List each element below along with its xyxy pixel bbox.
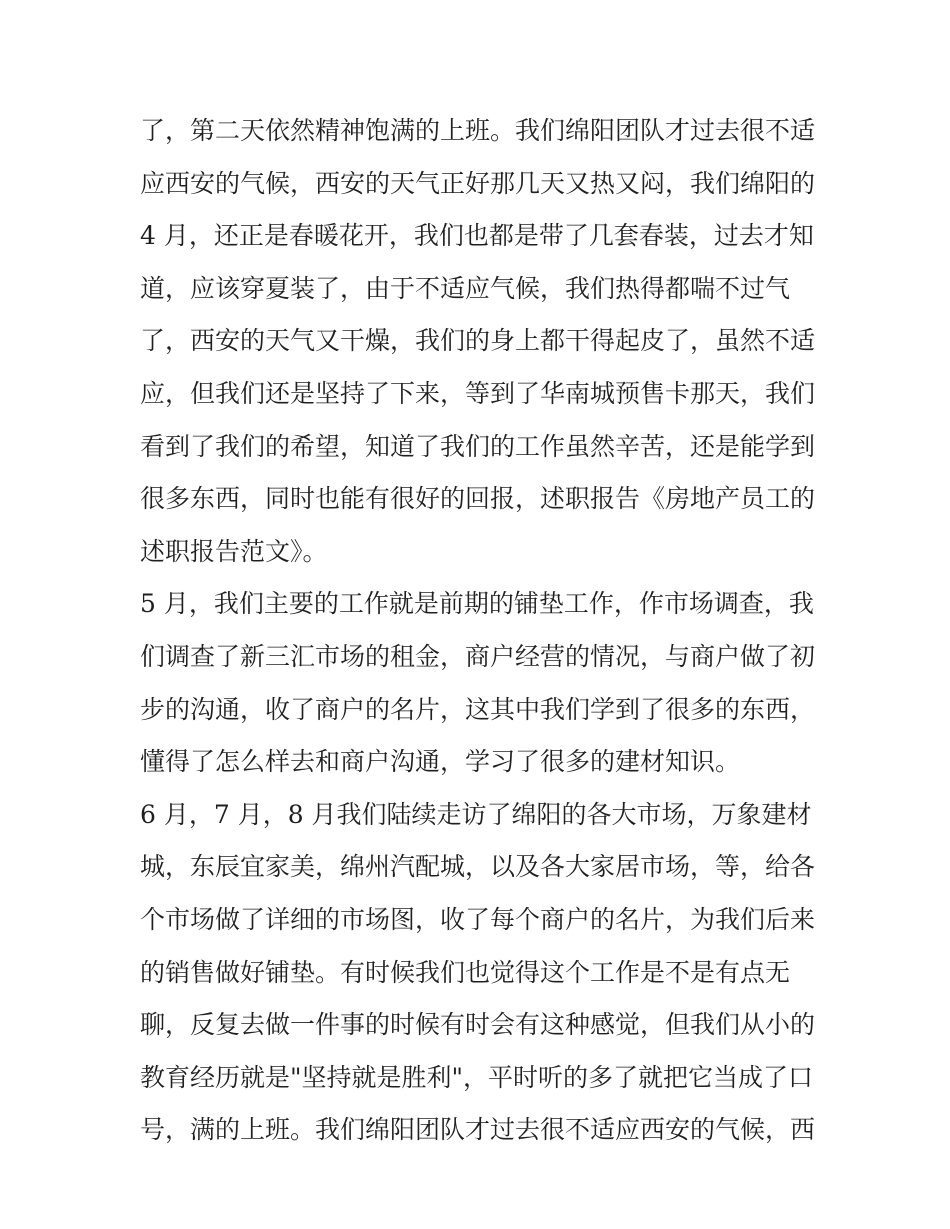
text-line: 述职报告范文》。 xyxy=(140,536,328,566)
text-line: 聊，反复去做一件事的时候有时会有这种感觉，但我们从小的 xyxy=(140,1010,816,1040)
text-line: 号，满的上班。我们绵阳团队才过去很不适应西安的气候，西 xyxy=(140,1115,816,1145)
text-line: 5 月，我们主要的工作就是前期的铺垫工作，作市场调查，我 xyxy=(140,589,814,619)
text-line: 们调查了新三汇市场的租金，商户经营的情况，与商户做了初 xyxy=(140,641,816,671)
text-line: 教育经历就是"坚持就是胜利"，平时听的多了就把它当成了口 xyxy=(140,1062,814,1092)
text-line: 道，应该穿夏装了，由于不适应气候，我们热得都喘不过气 xyxy=(140,273,791,303)
text-line: 6 月，7 月，8 月我们陆续走访了绵阳的各大市场，万象建材 xyxy=(140,799,812,829)
text-line: 了，西安的天气又干燥，我们的身上都干得起皮了，虽然不适 xyxy=(140,326,816,356)
text-line: 个市场做了详细的市场图，收了每个商户的名片，为我们后来 xyxy=(140,904,816,934)
text-line: 懂得了怎么样去和商户沟通，学习了很多的建材知识。 xyxy=(140,747,741,777)
text-line: 了，第二天依然精神饱满的上班。我们绵阳团队才过去很不适 xyxy=(140,116,816,145)
text-line: 城，东辰宜家美，绵州汽配城，以及各大家居市场，等，给各 xyxy=(140,852,816,882)
text-line: 4 月，还正是春暖花开，我们也都是带了几套春装，过去才知 xyxy=(140,221,814,251)
document-body xyxy=(140,105,820,1157)
text-line: 应西安的气候，西安的天气正好那几天又热又闷，我们绵阳的 xyxy=(140,168,816,198)
text-line: 很多东西，同时也能有很好的回报，述职报告《房地产员工的 xyxy=(140,484,816,514)
text-line: 应，但我们还是坚持了下来，等到了华南城预售卡那天，我们 xyxy=(140,378,816,408)
text-line: 看到了我们的希望，知道了我们的工作虽然辛苦，还是能学到 xyxy=(140,431,816,461)
text-line: 的销售做好铺垫。有时候我们也觉得这个工作是不是有点无 xyxy=(140,957,791,987)
text-line: 步的沟通，收了商户的名片，这其中我们学到了很多的东西， xyxy=(140,694,816,724)
